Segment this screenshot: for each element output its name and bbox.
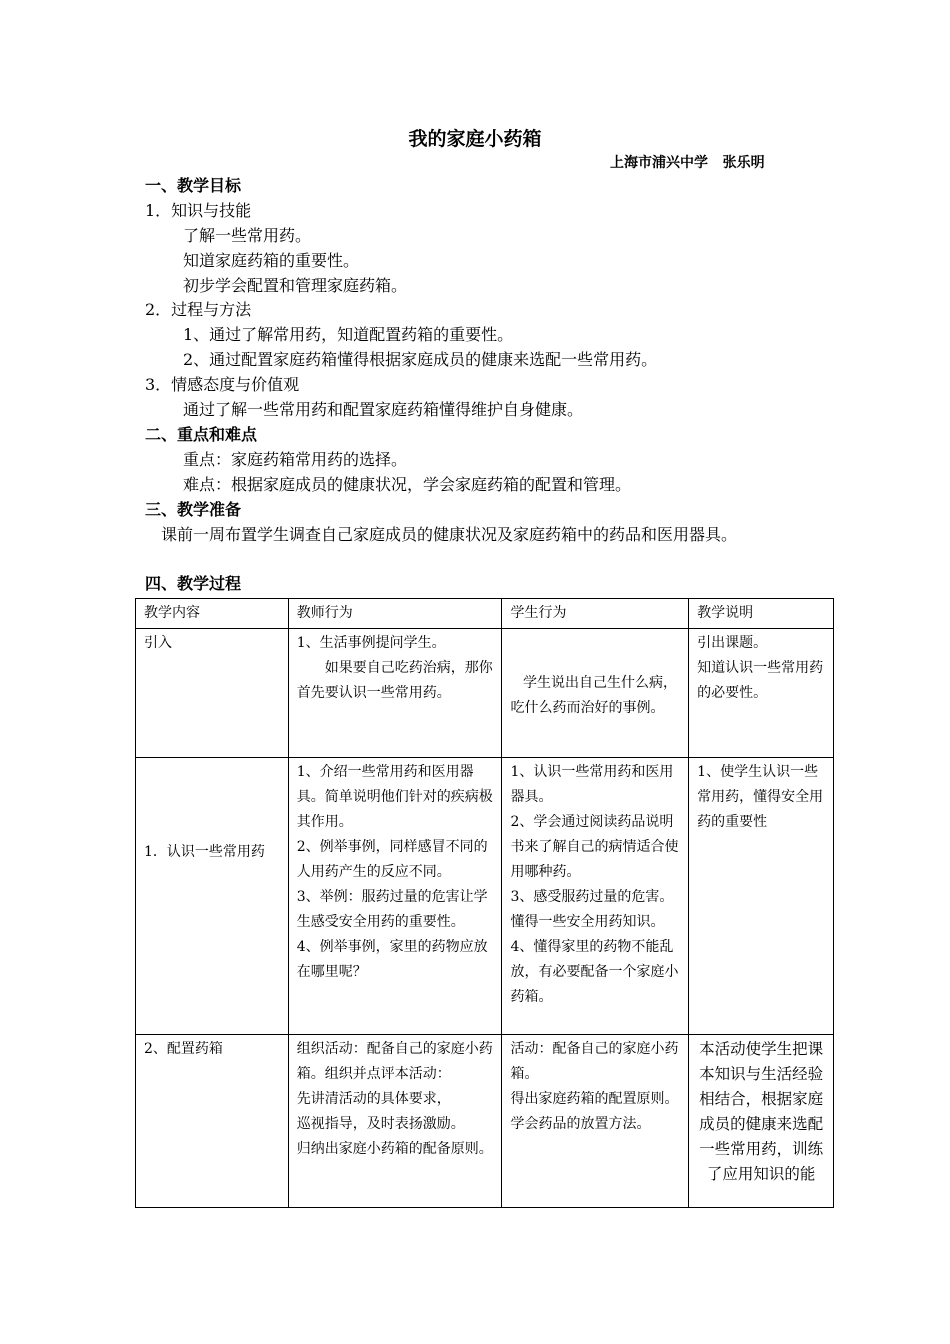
section-heading-preparation: 三、教学准备 [145, 500, 242, 519]
cell-text: 巡视指导，及时表扬激励。 [296, 1116, 465, 1132]
cell-text: 3、感受服药过量的危害。懂得一些安全用药知识。 [510, 889, 674, 930]
table-header-row [136, 599, 834, 629]
difficulty-line: 难点：根据家庭成员的健康状况，学会家庭药箱的配置和管理。 [183, 475, 632, 494]
preparation-paragraph: 课前一周布置学生调查自己家庭成员的健康状况及家庭药箱中的药品和医用器具。 [161, 525, 738, 544]
cell-text: 1、生活事例提问学生。 [296, 635, 446, 651]
cell-text: 引出课题。 [697, 635, 768, 651]
cell-text: 组织活动：配备自己的家庭小药箱。组织并点评本活动： [296, 1041, 493, 1082]
cell-text: 4、懂得家里的药物不能乱放，有必要配备一个家庭小药箱。 [510, 939, 679, 1005]
student-cell [502, 629, 689, 758]
note-cell [689, 758, 834, 1035]
document-title: 我的家庭小药箱 [408, 128, 542, 150]
cell-text: 本活动使学生把课本知识与生活经验相结合，根据家庭成员的健康来选配一些常用药，训练了应用知识的能 [699, 1040, 824, 1183]
cell-text: 活动：配备自己的家庭小药箱。 [510, 1041, 679, 1082]
cell-text: 得出家庭药箱的配置原则。 [510, 1091, 679, 1107]
lesson-process-table [135, 598, 834, 1208]
objective-line: 初步学会配置和管理家庭药箱。 [183, 276, 408, 295]
objective-line: 知道家庭药箱的重要性。 [183, 251, 360, 270]
teacher-cell [288, 629, 502, 758]
section-heading-process: 四、教学过程 [145, 574, 242, 593]
objective-line: 1、通过了解常用药，知道配置药箱的重要性。 [183, 325, 514, 344]
cell-text: 4、例举事例，家里的药物应放在哪里呢？ [296, 939, 488, 980]
student-cell [502, 758, 689, 1035]
subheading-process: 2．过程与方法 [145, 300, 252, 319]
section-heading-objectives: 一、教学目标 [145, 176, 242, 195]
subheading-attitude: 3．情感态度与价值观 [145, 375, 300, 394]
teacher-cell [288, 758, 502, 1035]
cell-text: 3、举例：服药过量的危害让学生感受安全用药的重要性。 [296, 889, 488, 930]
author-line: 上海市浦兴中学 张乐明 [610, 155, 765, 171]
objective-line: 2、通过配置家庭药箱懂得根据家庭成员的健康来选配一些常用药。 [183, 350, 658, 369]
cell-text: 1、认识一些常用药和医用器具。 [510, 764, 674, 805]
content-cell: 2、配置药箱 [136, 1035, 289, 1208]
header-cell: 教学内容 [136, 599, 289, 629]
table-row [136, 1035, 834, 1208]
key-point-line: 重点：家庭药箱常用药的选择。 [183, 450, 408, 469]
header-cell: 学生行为 [502, 599, 689, 629]
cell-text: 归纳出家庭小药箱的配备原则。 [296, 1141, 493, 1157]
section-heading-key-points: 二、重点和难点 [145, 425, 258, 444]
header-cell: 教师行为 [288, 599, 502, 629]
objective-line: 通过了解一些常用药和配置家庭药箱懂得维护自身健康。 [183, 400, 584, 419]
note-cell [689, 629, 834, 758]
teacher-cell [288, 1035, 502, 1208]
objective-line: 了解一些常用药。 [183, 226, 312, 245]
cell-text: 如果要自己吃药治病，那你首先要认识一些常用药。 [296, 660, 493, 701]
note-cell [689, 1035, 834, 1208]
table-row [136, 629, 834, 758]
table-row [136, 758, 834, 1035]
content-cell [136, 758, 289, 1035]
cell-text: 知道认识一些常用药的必要性。 [697, 660, 824, 701]
cell-text: 学会药品的放置方法。 [510, 1116, 651, 1132]
student-cell [502, 1035, 689, 1208]
content-cell: 引入 [136, 629, 289, 758]
cell-text: 1．认识一些常用药 [144, 843, 265, 860]
subheading-knowledge: 1．知识与技能 [145, 201, 252, 220]
cell-text: 2、学会通过阅读药品说明书来了解自己的病情适合使用哪种药。 [510, 814, 679, 880]
cell-text: 学生说出自己生什么病，吃什么药而治好的事例。 [510, 675, 678, 716]
cell-text: 2、例举事例，同样感冒不同的人用药产生的反应不同。 [296, 839, 488, 880]
cell-text: 先讲清活动的具体要求， [296, 1091, 451, 1107]
cell-text: 1、介绍一些常用药和医用器具。简单说明他们针对的疾病极其作用。 [296, 764, 493, 830]
header-cell: 教学说明 [689, 599, 834, 629]
cell-text: 1、使学生认识一些常用药，懂得安全用药的重要性 [697, 764, 824, 830]
